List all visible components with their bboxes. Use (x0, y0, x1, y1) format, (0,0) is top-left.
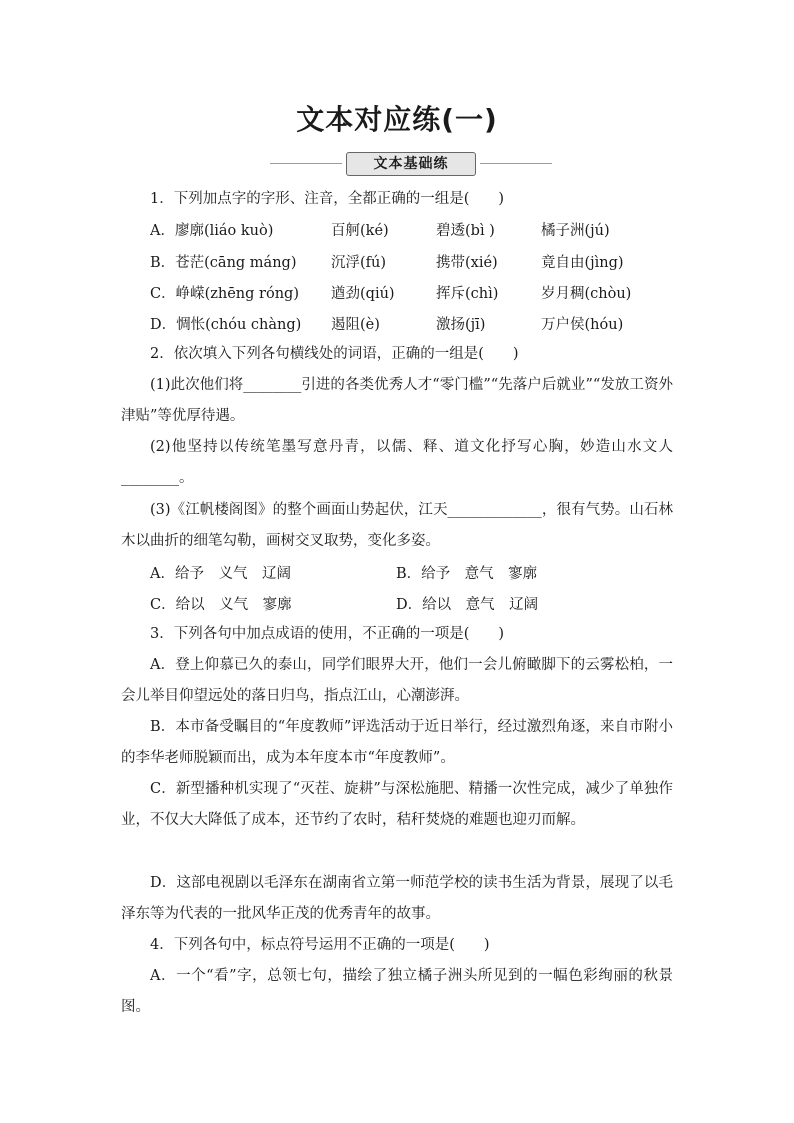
q1-option-c-3: 挥斥(chì) (436, 286, 499, 302)
question-3-stem: 3．下列各句中加点成语的使用，不正确的一项是( ) (150, 626, 505, 642)
q1-option-a-4: 橘子洲(jú) (541, 223, 610, 239)
q1-option-c-2: 遒劲(qiú) (331, 286, 395, 302)
q1-option-a-3: 碧透(bì ) (436, 223, 495, 239)
q1-option-b-1: B．苍茫(cāng máng) (150, 255, 297, 271)
section-label: 文本基础练 (346, 152, 476, 176)
q2-sentence-2: (2)他坚持以传统笔墨写意丹青，以儒、释、道文化抒写心胸，妙造山水文人________。 (121, 439, 673, 486)
q3-option-b: B．本市备受瞩目的“年度教师”评选活动于近日举行，经过激烈角逐，来自市附小的李华老师脱颖而出，成为本年度本市“年度教师”。 (121, 719, 673, 766)
q4-option-a: A．一个“看”字，总领七句，描绘了独立橘子洲头所见到的一幅色彩绚丽的秋景图。 (121, 968, 673, 1015)
section-header (270, 152, 552, 176)
q1-option-b-2: 沉浮(fú) (331, 255, 387, 271)
q2-sentence-3: (3)《江帆楼阁图》的整个画面山势起伏，江天_____________，很有气势。山石林木以曲折的细笔勾勒，画树交叉取势，变化多姿。 (121, 502, 673, 549)
question-4-stem: 4．下列各句中，标点符号运用不正确的一项是( ) (150, 937, 490, 953)
q1-option-d-4: 万户侯(hóu) (541, 317, 624, 333)
q2-option-d: D．给以 意气 辽阔 (396, 597, 539, 613)
q1-option-a-2: 百舸(ké) (331, 223, 389, 239)
q3-option-c: C．新型播种机实现了“灭茬、旋耕”与深松施肥、精播一次性完成，减少了单独作业，不仅大大降低了成本，还节约了农时，秸秆焚烧的难题也迎刃而解。 (121, 781, 673, 828)
q1-option-d-1: D．惆怅(chóu chàng) (150, 317, 302, 333)
question-2-stem: 2．依次填入下列各句横线处的词语，正确的一组是( ) (150, 346, 519, 362)
divider-right (480, 163, 552, 164)
q1-option-a-1: A．廖廓(liáo kuò) (150, 223, 274, 239)
q3-option-a: A．登上仰慕已久的泰山，同学们眼界大开，他们一会儿俯瞰脚下的云雾松柏，一会儿举目仰望远处的落日归鸟，指点江山，心潮澎湃。 (121, 657, 673, 704)
q1-option-c-1: C．峥嵘(zhēng róng) (150, 286, 299, 302)
page-title: 文本对应练(一) (296, 103, 498, 136)
question-1-stem: 1．下列加点字的字形、注音，全都正确的一组是( ) (150, 191, 505, 207)
q2-sentence-1: (1)此次他们将________引进的各类优秀人才“零门槛”“先落户后就业”“发放工资外津贴”等优厚待遇。 (121, 377, 673, 424)
q3-option-d: D．这部电视剧以毛泽东在湖南省立第一师范学校的读书生活为背景，展现了以毛泽东等为代表的一批风华正茂的优秀青年的故事。 (121, 875, 673, 922)
q1-option-d-2: 遏阻(è) (331, 317, 380, 333)
q2-option-c: C．给以 义气 寥廓 (150, 597, 292, 613)
q2-option-a: A．给予 义气 辽阔 (150, 566, 291, 582)
q1-option-c-4: 岁月稠(chòu) (541, 286, 632, 302)
q1-option-d-3: 激扬(jī) (436, 317, 486, 333)
q1-option-b-4: 竟自由(jìng) (541, 255, 624, 271)
q2-option-b: B．给予 意气 寥廓 (396, 566, 538, 582)
divider-left (270, 163, 342, 164)
q1-option-b-3: 携带(xié) (436, 255, 498, 271)
